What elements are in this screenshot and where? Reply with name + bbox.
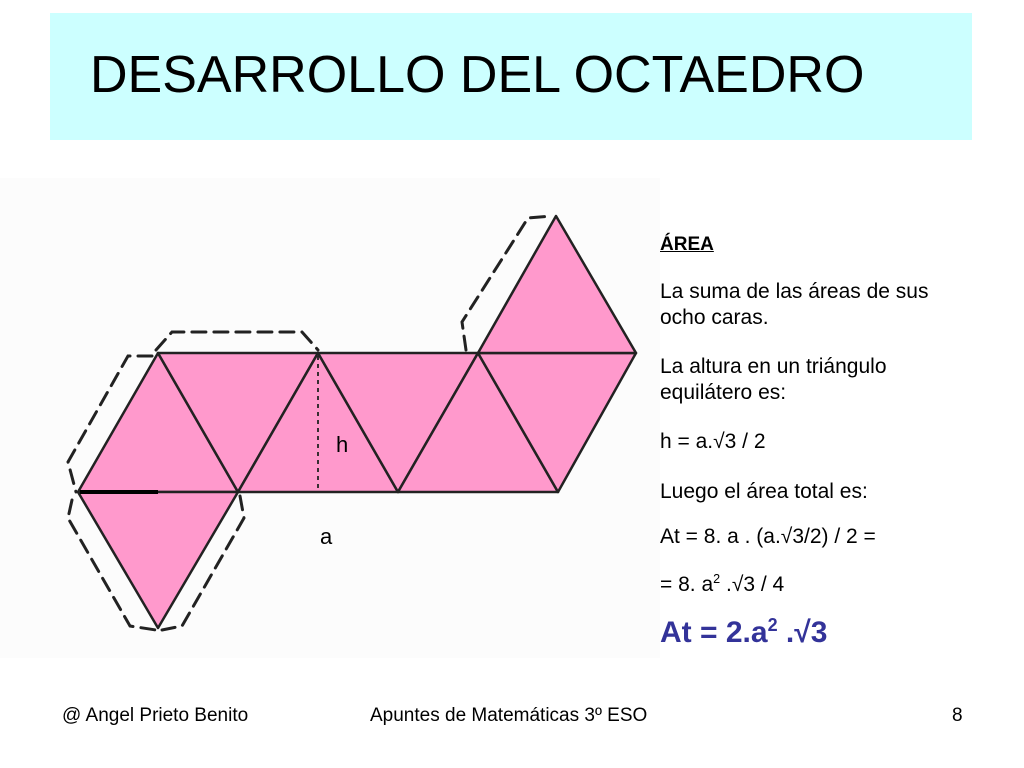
total-area-result: $At = 2.a^2$ .√3 (660, 615, 828, 649)
total-area-step-2: = 8. $a^2$ .√3 / 4 (660, 572, 785, 596)
slide-number: 8 (952, 705, 963, 726)
face-8 (78, 492, 238, 628)
footer-author: @ Angel Prieto Benito (62, 705, 249, 726)
footer (0, 705, 1024, 735)
height-intro-text: La altura en un triángulo equilátero es: (660, 355, 887, 404)
area-heading: ÁREA (660, 234, 714, 255)
tab-outline-top (156, 332, 318, 350)
area-sum-text: La suma de las áreas de sus ocho caras. (660, 280, 929, 329)
total-area-step-1: At = 8. a . (a.√3/2) / 2 = (660, 525, 876, 548)
height-label: h (336, 432, 349, 457)
side-label: a (320, 524, 333, 549)
slide-title: DESARROLLO DEL OCTAEDRO (90, 46, 865, 104)
total-area-intro: Luego el área total es: (660, 480, 868, 503)
height-formula: h = a.√3 / 2 (660, 430, 766, 453)
face-7 (478, 216, 636, 353)
footer-course: Apuntes de Matemáticas 3º ESO (370, 705, 648, 726)
